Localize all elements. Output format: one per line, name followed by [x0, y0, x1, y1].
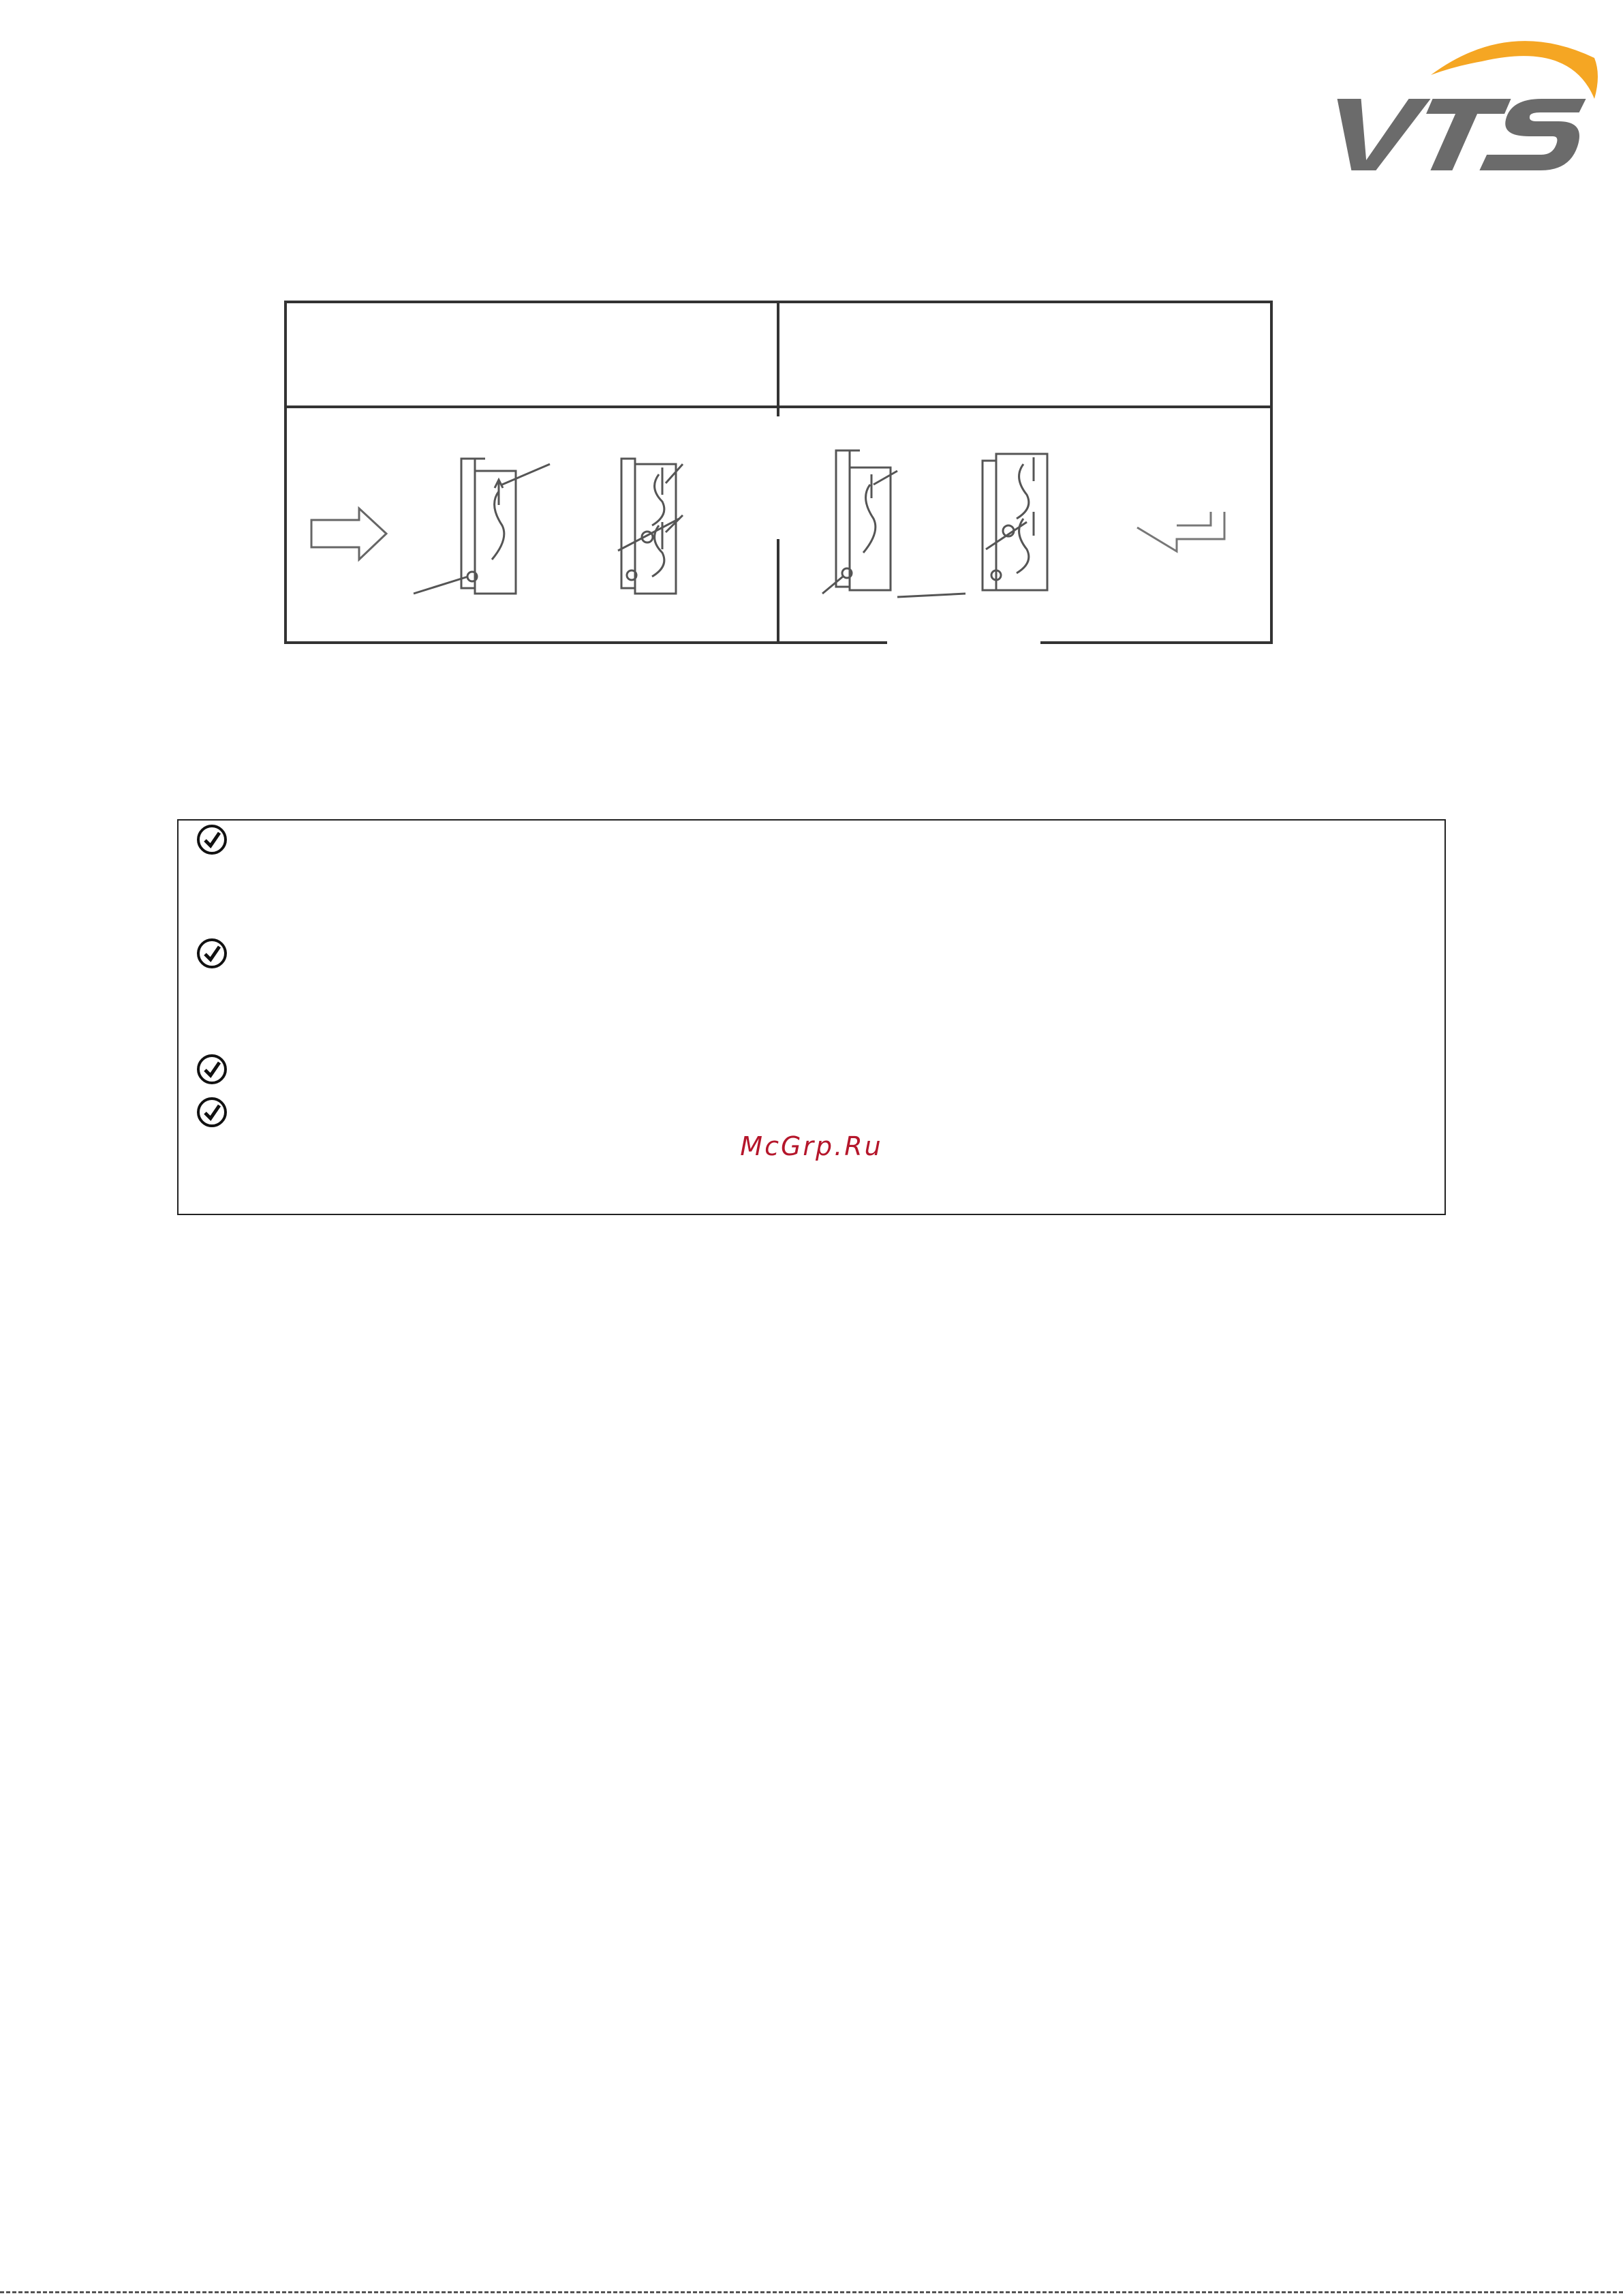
check-circle-icon [196, 1096, 228, 1129]
watermark-text: McGrp.Ru [740, 1131, 883, 1161]
check-circle-icon [196, 937, 228, 970]
airflow-arrow-right-icon [311, 508, 386, 560]
check-circle-icon [196, 823, 228, 856]
logo-arc [1431, 41, 1598, 99]
airflow-diagram [284, 301, 1273, 644]
unit-drawing-double-left [618, 459, 683, 594]
unit-drawing-single-right [822, 450, 965, 597]
airflow-arrow-return-icon [1137, 512, 1224, 551]
unit-drawing-single-left [414, 459, 550, 594]
vts-logo [1325, 24, 1601, 177]
unit-drawing-double-right [983, 454, 1047, 590]
page-footer-line [0, 2291, 1623, 2293]
check-circle-icon [196, 1053, 228, 1086]
